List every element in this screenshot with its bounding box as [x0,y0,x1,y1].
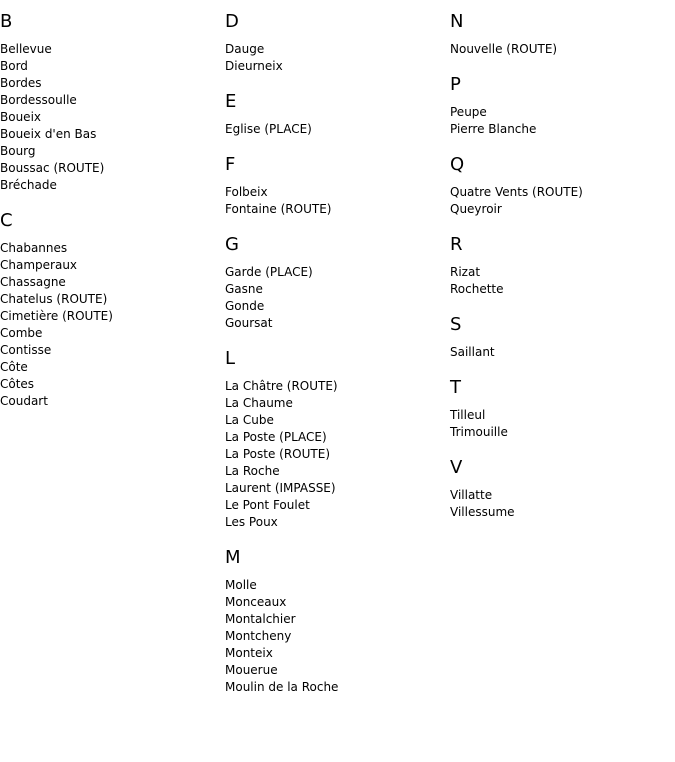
letter-heading: V [450,457,463,478]
street-list [0,41,225,194]
street-list [450,487,675,521]
street-link[interactable]: Boueix [0,110,41,124]
street-link[interactable]: Cimetière (ROUTE) [0,309,113,323]
letter-group [450,314,675,361]
index-column [450,0,675,521]
street-link[interactable]: Gasne [225,282,263,296]
street-link[interactable]: Quatre Vents (ROUTE) [450,185,583,199]
letter-heading: L [225,348,236,369]
letter-heading: P [450,74,461,95]
letter-heading: S [450,314,462,335]
street-link[interactable]: Chassagne [0,275,66,289]
street-link[interactable]: Bordessoulle [0,93,77,107]
street-link[interactable]: La Châtre (ROUTE) [225,379,338,393]
street-link[interactable]: Combe [0,326,43,340]
index-column [225,0,450,696]
letter-heading: F [225,154,236,175]
street-link[interactable]: Côte [0,360,28,374]
letter-group [450,154,675,218]
street-link[interactable]: Mouerue [225,663,278,677]
street-link[interactable]: Coudart [0,394,48,408]
street-link[interactable]: Pierre Blanche [450,122,537,136]
index-column [0,0,225,410]
street-link[interactable]: Contisse [0,343,52,357]
street-link[interactable]: Villessume [450,505,515,519]
street-link[interactable]: Le Pont Foulet [225,498,310,512]
street-list [450,184,675,218]
street-link[interactable]: La Cube [225,413,274,427]
letter-heading: E [225,91,237,112]
street-link[interactable]: Côtes [0,377,35,391]
street-link[interactable]: Queyroir [450,202,502,216]
letter-group [225,234,450,332]
street-link[interactable]: Les Poux [225,515,278,529]
letter-heading: C [0,210,13,231]
street-link[interactable]: Champeraux [0,258,78,272]
street-link[interactable]: Eglise (PLACE) [225,122,312,136]
street-list [225,121,450,138]
street-list [450,407,675,441]
street-link[interactable]: Bord [0,59,28,73]
street-link[interactable]: Goursat [225,316,273,330]
street-link[interactable]: Rizat [450,265,481,279]
letter-heading: T [450,377,461,398]
street-link[interactable]: Molle [225,578,257,592]
street-link[interactable]: Rochette [450,282,504,296]
street-link[interactable]: Trimouille [450,425,508,439]
street-link[interactable]: Dauge [225,42,265,56]
street-list [0,240,225,410]
street-link[interactable]: Peupe [450,105,487,119]
street-link[interactable]: Monteix [225,646,273,660]
street-link[interactable]: Laurent (IMPASSE) [225,481,336,495]
street-link[interactable]: Moulin de la Roche [225,680,339,694]
street-link[interactable]: Gonde [225,299,265,313]
street-link[interactable]: Folbeix [225,185,268,199]
letter-heading: B [0,11,13,32]
letter-heading: M [225,547,241,568]
street-list [450,344,675,361]
street-list [450,41,675,58]
street-link[interactable]: Bordes [0,76,42,90]
street-link[interactable]: La Roche [225,464,280,478]
street-link[interactable]: Dieurneix [225,59,283,73]
letter-group [225,348,450,531]
letter-group [450,457,675,521]
street-list [225,264,450,332]
letter-group [450,234,675,298]
street-link[interactable]: La Chaume [225,396,293,410]
street-list [225,577,450,696]
letter-group [450,11,675,58]
letter-group [225,91,450,138]
letter-group [225,154,450,218]
street-link[interactable]: Montcheny [225,629,292,643]
street-list [225,184,450,218]
letter-heading: R [450,234,463,255]
street-list [225,41,450,75]
street-link[interactable]: Bellevue [0,42,52,56]
street-link[interactable]: Nouvelle (ROUTE) [450,42,558,56]
street-link[interactable]: Fontaine (ROUTE) [225,202,332,216]
street-list [450,104,675,138]
street-link[interactable]: Villatte [450,488,493,502]
street-list [225,378,450,531]
letter-heading: Q [450,154,465,175]
letter-group [450,74,675,138]
letter-group [225,11,450,75]
street-link[interactable]: Montalchier [225,612,296,626]
letter-heading: G [225,234,239,255]
letter-group [450,377,675,441]
street-link[interactable]: Bréchade [0,178,57,192]
street-link[interactable]: Garde (PLACE) [225,265,313,279]
street-list [450,264,675,298]
letter-group [225,547,450,696]
letter-group [0,210,225,410]
street-link[interactable]: Chatelus (ROUTE) [0,292,108,306]
street-link[interactable]: La Poste (ROUTE) [225,447,330,461]
street-link[interactable]: Saillant [450,345,495,359]
street-link[interactable]: Monceaux [225,595,287,609]
letter-heading: D [225,11,239,32]
letter-group [0,11,225,194]
street-link[interactable]: Boueix d'en Bas [0,127,97,141]
street-link[interactable]: Bourg [0,144,36,158]
letter-heading: N [450,11,464,32]
street-link[interactable]: Boussac (ROUTE) [0,161,105,175]
street-link[interactable]: La Poste (PLACE) [225,430,327,444]
street-link[interactable]: Chabannes [0,241,68,255]
street-link[interactable]: Tilleul [450,408,486,422]
